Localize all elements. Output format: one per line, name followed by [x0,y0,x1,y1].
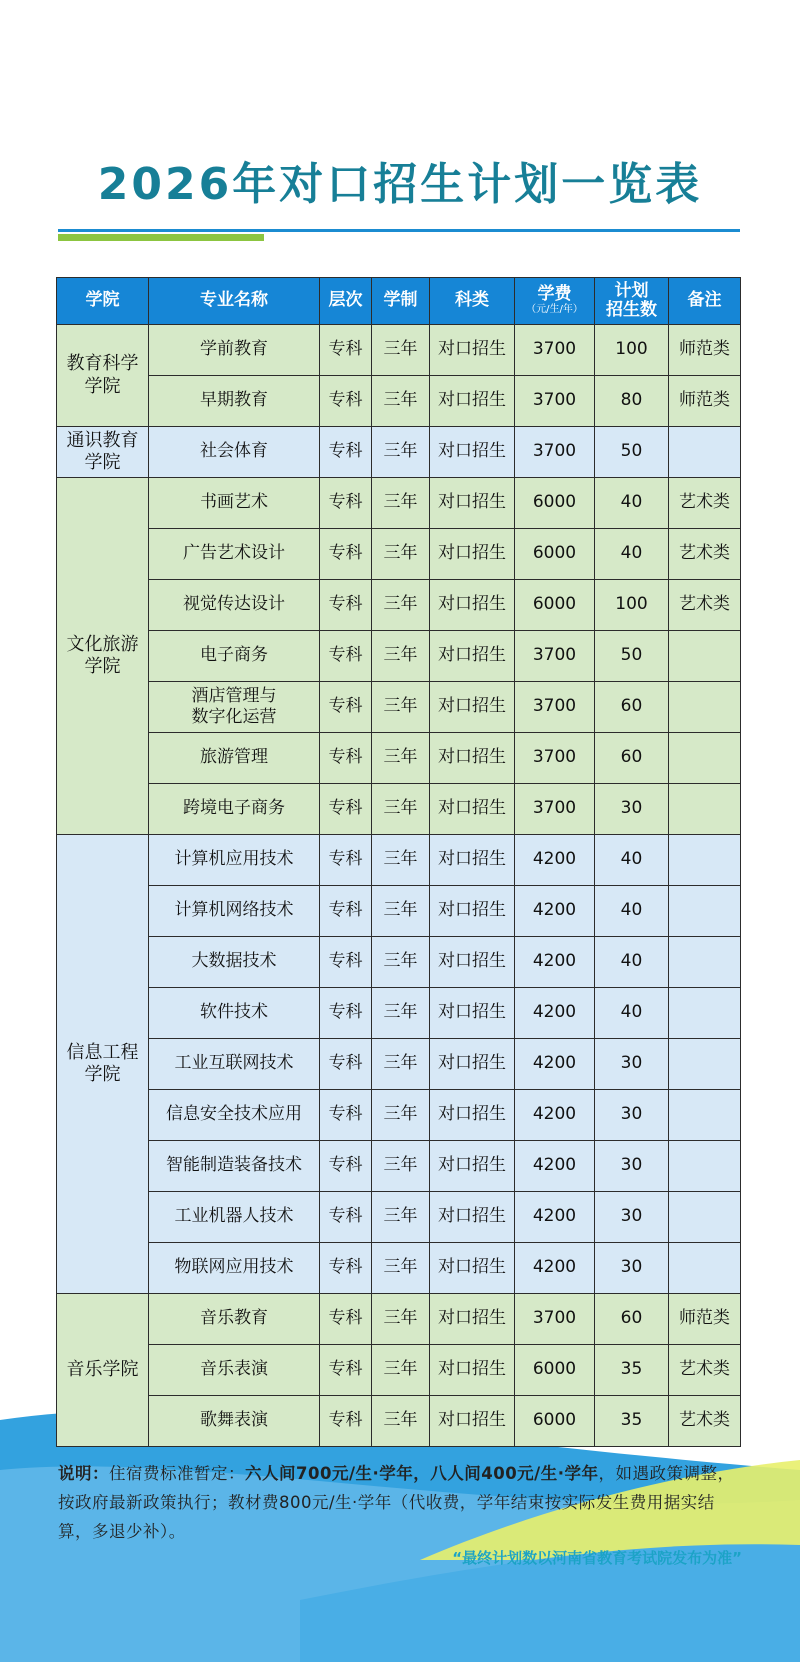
remark-cell [669,631,741,682]
major-name-line: 工业机器人技术 [174,1206,294,1227]
category-cell: 对口招生 [430,784,515,835]
category-cell: 对口招生 [430,1039,515,1090]
plan-cell: 30 [595,1141,669,1192]
category-cell: 对口招生 [430,988,515,1039]
duration-cell: 三年 [372,427,430,478]
college-name-line: 教育科学 [66,353,139,374]
header-category: 科类 [430,278,515,325]
category-cell: 对口招生 [430,937,515,988]
plan-cell: 30 [595,1192,669,1243]
duration-cell: 三年 [372,1294,430,1345]
category-cell: 对口招生 [430,376,515,427]
title-underline-blue [58,229,740,232]
level-cell: 专科 [320,1396,372,1447]
tuition-cell: 3700 [515,733,595,784]
major-name-line: 音乐教育 [200,1308,268,1329]
category-cell: 对口招生 [430,1345,515,1396]
tuition-cell: 3700 [515,325,595,376]
major-cell [149,1294,320,1345]
major-cell [149,1039,320,1090]
remark-cell: 艺术类 [669,1345,741,1396]
table-row [57,1243,741,1294]
major-cell [149,1243,320,1294]
table-header-row [57,278,741,325]
level-cell: 专科 [320,1294,372,1345]
level-cell: 专科 [320,1090,372,1141]
note-bold-text: 六人间700元/生·学年，八人间400元/生·学年 [245,1464,599,1483]
plan-cell: 40 [595,988,669,1039]
tuition-cell: 6000 [515,580,595,631]
college-cell [57,427,149,478]
tuition-cell: 3700 [515,427,595,478]
duration-cell: 三年 [372,733,430,784]
header-tuition-unit: （元/生/年） [526,304,583,316]
major-name-line: 信息安全技术应用 [166,1104,302,1125]
tuition-cell: 3700 [515,631,595,682]
level-cell: 专科 [320,1243,372,1294]
remark-cell: 师范类 [669,1294,741,1345]
duration-cell: 三年 [372,1039,430,1090]
level-cell: 专科 [320,580,372,631]
major-cell [149,937,320,988]
major-name-line: 书画艺术 [200,492,268,513]
college-cell [57,835,149,1294]
tuition-cell: 4200 [515,937,595,988]
major-cell [149,580,320,631]
plan-cell: 30 [595,1039,669,1090]
major-name-line: 物联网应用技术 [174,1257,294,1278]
plan-cell: 50 [595,427,669,478]
level-cell: 专科 [320,835,372,886]
category-cell: 对口招生 [430,580,515,631]
category-cell: 对口招生 [430,427,515,478]
level-cell: 专科 [320,631,372,682]
plan-cell: 100 [595,580,669,631]
major-name-line: 旅游管理 [200,747,268,768]
major-name-line: 计算机应用技术 [174,849,294,870]
header-level: 层次 [320,278,372,325]
duration-cell: 三年 [372,886,430,937]
table-row [57,682,741,733]
header-college: 学院 [57,278,149,325]
level-cell: 专科 [320,427,372,478]
table-row [57,580,741,631]
plan-cell: 30 [595,784,669,835]
plan-cell: 30 [595,1090,669,1141]
remark-cell [669,835,741,886]
duration-cell: 三年 [372,325,430,376]
level-cell: 专科 [320,478,372,529]
level-cell: 专科 [320,937,372,988]
major-name-line: 早期教育 [200,390,268,411]
tuition-cell: 4200 [515,1039,595,1090]
major-cell [149,376,320,427]
remark-cell: 艺术类 [669,529,741,580]
major-name-line: 跨境电子商务 [183,798,285,819]
college-name-line: 音乐学院 [66,1358,139,1380]
table-row [57,1192,741,1243]
level-cell: 专科 [320,1141,372,1192]
level-cell: 专科 [320,682,372,733]
duration-cell: 三年 [372,988,430,1039]
plan-cell: 35 [595,1396,669,1447]
remark-cell [669,937,741,988]
tuition-cell: 6000 [515,1345,595,1396]
tuition-cell: 3700 [515,376,595,427]
plan-cell: 35 [595,1345,669,1396]
table-row [57,886,741,937]
major-cell [149,784,320,835]
table-row [57,427,741,478]
major-cell [149,1192,320,1243]
duration-cell: 三年 [372,1141,430,1192]
table-row [57,1141,741,1192]
level-cell: 专科 [320,1192,372,1243]
remark-cell: 师范类 [669,325,741,376]
college-name-line: 学院 [84,1064,121,1085]
remark-cell [669,1090,741,1141]
college-cell [57,325,149,427]
title-underline-green [58,234,264,241]
note-text-1: 住宿费标准暂定： [109,1464,245,1483]
tuition-cell: 4200 [515,1243,595,1294]
remark-cell [669,1243,741,1294]
tuition-cell: 4200 [515,988,595,1039]
major-cell [149,886,320,937]
tuition-cell: 3700 [515,682,595,733]
level-cell: 专科 [320,733,372,784]
plan-cell: 40 [595,835,669,886]
table-row [57,1396,741,1447]
tuition-cell: 4200 [515,1090,595,1141]
level-cell: 专科 [320,325,372,376]
plan-cell: 60 [595,1294,669,1345]
level-cell: 专科 [320,886,372,937]
plan-cell: 60 [595,733,669,784]
major-name-line: 数字化运营 [191,707,277,727]
duration-cell: 三年 [372,1090,430,1141]
category-cell: 对口招生 [430,886,515,937]
level-cell: 专科 [320,376,372,427]
major-name-line: 广告艺术设计 [183,543,285,564]
category-cell: 对口招生 [430,682,515,733]
remark-cell [669,1039,741,1090]
table-row [57,478,741,529]
remark-cell [669,1141,741,1192]
header-plan-line2: 招生数 [606,300,657,320]
table-row [57,835,741,886]
header-remark: 备注 [669,278,741,325]
major-cell [149,529,320,580]
tuition-cell: 4200 [515,1141,595,1192]
plan-cell: 80 [595,376,669,427]
major-cell [149,835,320,886]
plan-cell: 40 [595,886,669,937]
level-cell: 专科 [320,529,372,580]
major-cell [149,1090,320,1141]
duration-cell: 三年 [372,529,430,580]
tuition-cell: 6000 [515,1396,595,1447]
header-plan [595,278,669,325]
college-name-line: 学院 [84,375,121,397]
plan-cell: 40 [595,478,669,529]
table-row [57,631,741,682]
table-row [57,1294,741,1345]
duration-cell: 三年 [372,376,430,427]
table-row [57,1039,741,1090]
category-cell: 对口招生 [430,478,515,529]
table-row [57,784,741,835]
page-title: 2026年对口招生计划一览表 [97,159,703,210]
college-name-line: 文化旅游 [66,633,139,655]
major-cell [149,631,320,682]
remark-cell [669,427,741,478]
table-row [57,988,741,1039]
college-name-line: 通识教育 [66,429,139,451]
major-name-line: 歌舞表演 [200,1410,268,1431]
plan-cell: 40 [595,529,669,580]
remark-cell [669,784,741,835]
major-cell [149,325,320,376]
plan-cell: 50 [595,631,669,682]
major-cell [149,733,320,784]
category-cell: 对口招生 [430,1141,515,1192]
duration-cell: 三年 [372,1345,430,1396]
category-cell: 对口招生 [430,1294,515,1345]
header-tuition-label: 学费 [537,284,572,305]
tuition-cell: 4200 [515,1192,595,1243]
college-name-line: 学院 [84,656,121,677]
header-plan-line1: 计划 [614,281,649,302]
plan-cell: 30 [595,1243,669,1294]
college-cell [57,1294,149,1447]
duration-cell: 三年 [372,478,430,529]
tuition-cell: 4200 [515,835,595,886]
category-cell: 对口招生 [430,1090,515,1141]
category-cell: 对口招生 [430,631,515,682]
major-cell [149,1345,320,1396]
plan-cell: 60 [595,682,669,733]
duration-cell: 三年 [372,1396,430,1447]
remark-cell [669,886,741,937]
college-name-line: 学院 [84,452,121,473]
major-name-line: 工业互联网技术 [174,1053,294,1074]
table-row [57,529,741,580]
table-body [57,325,741,1447]
tuition-cell: 6000 [515,478,595,529]
duration-cell: 三年 [372,1243,430,1294]
major-name-line: 音乐表演 [200,1359,268,1380]
major-cell [149,478,320,529]
header-tuition [515,278,595,325]
duration-cell: 三年 [372,1192,430,1243]
category-cell: 对口招生 [430,835,515,886]
tuition-cell: 3700 [515,784,595,835]
tuition-cell: 6000 [515,529,595,580]
major-cell [149,1396,320,1447]
duration-cell: 三年 [372,835,430,886]
major-name-line: 学前教育 [200,339,268,360]
remark-cell: 艺术类 [669,478,741,529]
tuition-cell: 4200 [515,886,595,937]
remark-cell [669,733,741,784]
major-name-line: 视觉传达设计 [183,594,285,615]
level-cell: 专科 [320,1039,372,1090]
table-row [57,937,741,988]
header-major: 专业名称 [149,278,320,325]
table-row [57,325,741,376]
tuition-cell: 3700 [515,1294,595,1345]
major-name-line: 电子商务 [200,645,268,666]
table-row [57,1345,741,1396]
major-cell [149,427,320,478]
level-cell: 专科 [320,784,372,835]
category-cell: 对口招生 [430,1243,515,1294]
college-cell [57,478,149,835]
category-cell: 对口招生 [430,325,515,376]
duration-cell: 三年 [372,580,430,631]
plan-cell: 40 [595,937,669,988]
major-cell [149,1141,320,1192]
level-cell: 专科 [320,1345,372,1396]
remark-cell: 师范类 [669,376,741,427]
duration-cell: 三年 [372,784,430,835]
enrollment-plan-table [56,277,741,1447]
category-cell: 对口招生 [430,1192,515,1243]
remark-cell: 艺术类 [669,1396,741,1447]
duration-cell: 三年 [372,631,430,682]
duration-cell: 三年 [372,937,430,988]
footer-disclaimer: “最终计划数以河南省教育考试院发布为准” [452,1549,742,1567]
category-cell: 对口招生 [430,1396,515,1447]
note-text-2: ，如遇政策调整，按政府最新政策执行；教材费800元/生·学年（代收费，学年结束按实际发生费用据实结算，多退少补）。 [58,1464,735,1541]
category-cell: 对口招生 [430,733,515,784]
note-paragraph [58,1459,742,1546]
duration-cell: 三年 [372,682,430,733]
major-name-line: 软件技术 [200,1002,268,1023]
major-name-line: 酒店管理与 [191,685,277,706]
college-name-line: 信息工程 [66,1041,139,1063]
header-duration: 学制 [372,278,430,325]
major-name-line: 计算机网络技术 [174,900,294,921]
major-name-line: 大数据技术 [191,951,277,972]
major-name-line: 社会体育 [200,441,268,462]
remark-cell: 艺术类 [669,580,741,631]
table-row [57,376,741,427]
remark-cell [669,682,741,733]
table-row [57,733,741,784]
note-label: 说明： [58,1464,109,1483]
major-name-line: 智能制造装备技术 [166,1155,302,1176]
level-cell: 专科 [320,988,372,1039]
table-row [57,1090,741,1141]
remark-cell [669,988,741,1039]
remark-cell [669,1192,741,1243]
major-cell [149,682,320,733]
major-cell [149,988,320,1039]
category-cell: 对口招生 [430,529,515,580]
plan-cell: 100 [595,325,669,376]
